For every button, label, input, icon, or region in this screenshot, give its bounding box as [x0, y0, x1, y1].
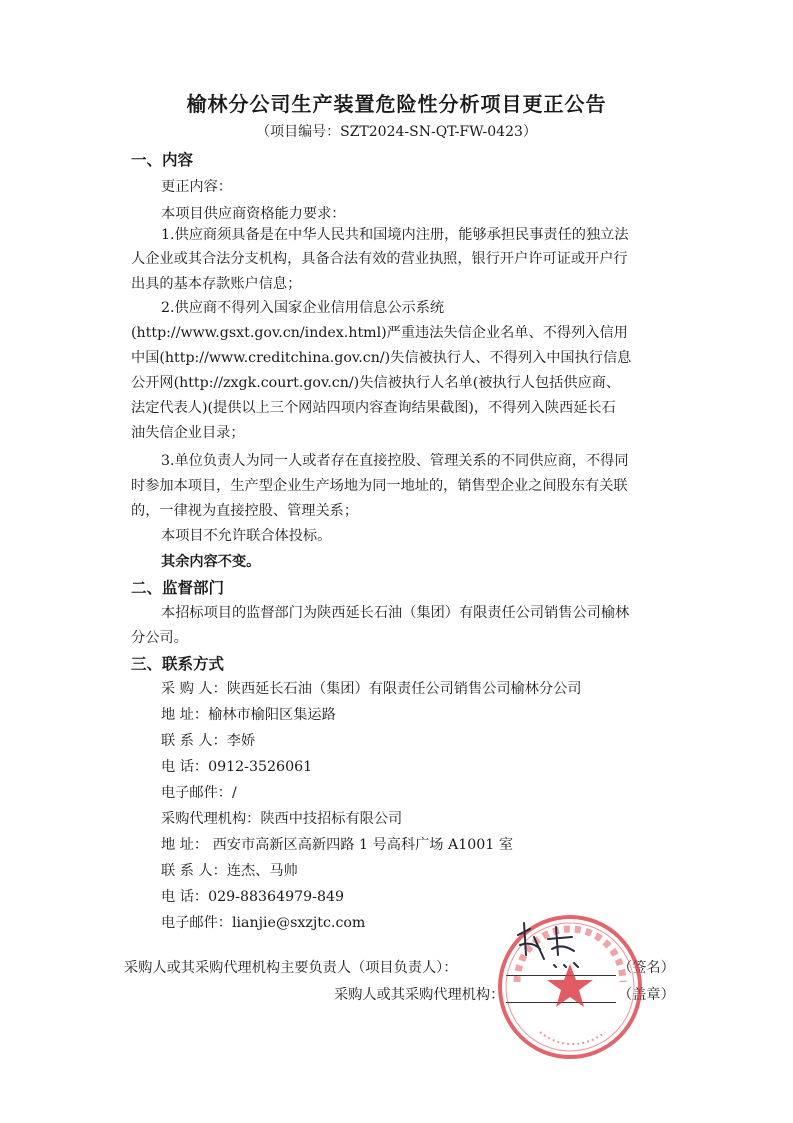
- paragraph-line: 1.供应商须具备是在中华人民共和国境内注册，能够承担民事责任的独立法: [161, 227, 629, 243]
- paragraph-line-emphasis: 其余内容不变。: [161, 554, 261, 570]
- paragraph-line: 本项目不允许联合体投标。: [161, 528, 332, 544]
- contact-line: 联 系 人：李娇: [161, 733, 256, 749]
- paragraph-line: 中国(http://www.creditchina.gov.cn/)失信被执行人、不得列入中国执行信息: [131, 350, 632, 366]
- contact-line: 采购代理机构：陕西中技招标有限公司: [161, 811, 403, 827]
- section-heading-supervision: 二、监督部门: [131, 579, 225, 597]
- project-number: （项目编号：SZT2024-SN-QT-FW-0423）: [256, 124, 537, 140]
- paragraph-line: 的，一律视为直接控股、管理关系；: [131, 503, 359, 519]
- contact-line: 电 话：029-88364979-849: [161, 889, 345, 905]
- paragraph-line: 法定代表人)(提供以上三个网站四项内容查询结果截图)，不得列入陕西延长石: [131, 400, 616, 416]
- seal-suffix: （盖章）: [618, 987, 675, 1003]
- signatory-label: 采购人或其采购代理机构主要负责人（项目负责人）：: [124, 960, 458, 976]
- document-title: 榆林分公司生产装置危险性分析项目更正公告: [186, 92, 607, 116]
- contact-line: 电 话：0912-3526061: [161, 759, 313, 775]
- section-heading-contact: 三、联系方式: [131, 655, 225, 673]
- seal-label: 采购人或其采购代理机构：: [334, 987, 505, 1003]
- contact-line: 联 系 人：连杰、马帅: [161, 863, 298, 879]
- paragraph-line: 公开网(http://zxgk.court.gov.cn/)失信被执行人名单(被执行人包括供应商、: [131, 375, 621, 391]
- paragraph-line: 2.供应商不得列入国家企业信用信息公示系统: [161, 300, 445, 316]
- paragraph-line: 时参加本项目，生产型企业生产场地为同一地址的，销售型企业之间股东有关联: [131, 478, 628, 494]
- contact-line: 采 购 人：陕西延长石油（集团）有限责任公司销售公司榆林分公司: [161, 681, 582, 697]
- contact-line: 地 址：榆林市榆阳区集运路: [161, 707, 336, 723]
- paragraph-line: 分公司。: [131, 630, 188, 646]
- paragraph-line: 更正内容：: [161, 179, 232, 195]
- paragraph-line: 本项目供应商资格能力要求：: [161, 206, 346, 222]
- signature-suffix: （签名）: [618, 960, 675, 976]
- section-heading-content: 一、内容: [131, 151, 194, 169]
- paragraph-line: 油失信企业目录；: [131, 425, 245, 441]
- contact-line: 电子邮件：/: [161, 785, 237, 801]
- paragraph-line: 人企业或其合法分支机构，具备合法有效的营业执照，银行开户许可证或开户行: [131, 251, 628, 267]
- contact-line: 电子邮件：lianjie@sxzjtc.com: [161, 915, 366, 931]
- contact-line: 地 址： 西安市高新区高新四路 1 号高科广场 A1001 室: [161, 837, 514, 853]
- paragraph-line: 本招标项目的监督部门为陕西延长石油（集团）有限责任公司销售公司榆林: [161, 605, 630, 621]
- paragraph-line: 出具的基本存款账户信息；: [131, 276, 302, 292]
- handwritten-signature: [510, 915, 600, 975]
- paragraph-line: 3.单位负责人为同一人或者存在直接控股、管理关系的不同供应商，不得同: [161, 453, 629, 469]
- paragraph-line: (http://www.gsxt.gov.cn/index.html)严重违法失信企业名单、不得列入信用: [131, 325, 628, 341]
